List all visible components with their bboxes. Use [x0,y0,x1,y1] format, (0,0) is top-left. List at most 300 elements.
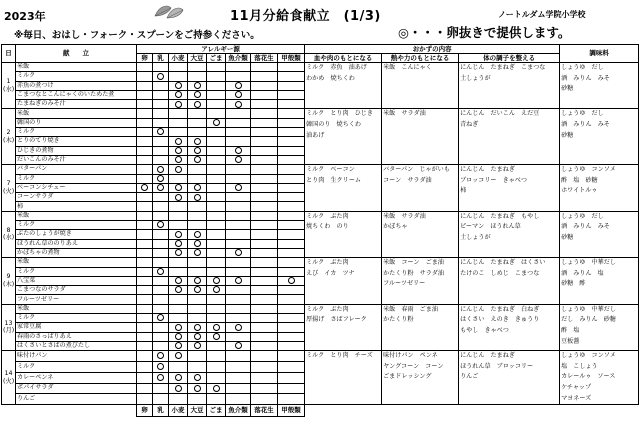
allergen-mark-7 [278,258,305,267]
body-line: にんじん たまねぎ [460,352,515,360]
allergen-mark-4 [207,81,226,90]
circle-mark-icon [235,184,242,191]
day-cell: 2 (木) [2,109,16,165]
allergen-mark-6 [251,81,278,90]
seasoning-line: 砂糖 酢 [561,280,586,288]
blood-line: ミルク とり肉 チーズ [306,352,373,360]
allergen-mark-5 [226,304,251,313]
allergen-mark-5 [226,100,251,109]
allergen-mark-1 [153,332,169,341]
ingredients-body [459,258,560,304]
allergen-mark-0 [137,230,153,239]
allergen-mark-1 [153,63,169,72]
allergen-mark-6 [251,258,278,267]
circle-mark-icon [175,277,182,284]
ingredients-blood [305,304,382,350]
circle-mark-icon [157,184,164,191]
allergen-mark-1 [153,174,169,183]
allergen-mark-5 [226,314,251,323]
ingredients-seasoning [560,304,639,350]
ingredients-seasoning [560,109,639,165]
allergen-mark-2 [169,258,188,267]
allergen-mark-5 [226,295,251,304]
blood-line: ミルク とり肉 ひじき [306,110,373,118]
allergen-mark-4 [207,332,226,341]
ingredients-energy [382,109,459,165]
allergen-mark-3 [188,351,207,362]
allergen-mark-0 [137,118,153,127]
allergen-mark-4 [207,230,226,239]
seasoning-line: 砂糖 [561,233,574,241]
allergen-header-6: 落花生 [251,54,278,63]
day-header: 日 [2,45,16,63]
allergen-mark-6 [251,286,278,295]
chopsticks-note: ※毎日、おはし・フォーク・スプーンをご持参ください。 [14,30,260,41]
ingredients-body [459,109,560,165]
circle-mark-icon [194,385,201,392]
allergen-mark-0 [137,276,153,285]
allergen-mark-5 [226,155,251,164]
seasoning-line: 酒 みりん みそ [561,74,610,82]
energy-line: かたくり粉 サラダ油 [383,269,444,277]
allergen-mark-6 [251,100,278,109]
dish-name: 赤魚の煮つけ [16,81,137,90]
ingredients-energy [382,63,459,109]
circle-mark-icon [235,249,242,256]
circle-mark-icon [175,333,182,340]
allergen-mark-3 [188,239,207,248]
allergen-mark-7 [278,341,305,350]
dish-name: ミルク [16,267,137,276]
allergen-mark-2 [169,323,188,332]
dish-name: ほうれん草ののりあえ [16,239,137,248]
allergen-mark-6 [251,361,278,372]
allergen-header-1: 乳 [153,54,169,63]
allergen-mark-6 [251,155,278,164]
allergen-mark-2 [169,183,188,192]
body-line: にんじん たまねぎ もやし [460,212,540,220]
allergen-mark-2 [169,137,188,146]
energy-line: かぼちゃ [383,223,408,231]
allergen-mark-1 [153,137,169,146]
allergen-mark-3 [188,63,207,72]
allergen-mark-7 [278,193,305,202]
allergen-mark-4 [207,211,226,220]
allergen-mark-4 [207,258,226,267]
allergen-mark-2 [169,361,188,372]
seasoning-line: マヨネーズ [561,394,592,402]
allergen-mark-6 [251,323,278,332]
circle-mark-icon [157,221,164,228]
allergen-mark-5 [226,183,251,192]
allergen-mark-1 [153,248,169,257]
allergen-mark-4 [207,193,226,202]
day-cell: 9 (木) [2,258,16,304]
allergen-mark-2 [169,128,188,137]
body-line: はくさい えのき きゅうり [460,316,540,324]
allergen-mark-1 [153,109,169,118]
allergen-mark-5 [226,361,251,372]
allergen-mark-3 [188,211,207,220]
allergen-mark-0 [137,211,153,220]
allergen-mark-7 [278,146,305,155]
dish-name: ベーコンシチュー [16,183,137,192]
school-name: ノートルダム学院小学校 [498,10,586,19]
menu-row [2,258,639,267]
allergen-mark-4 [207,100,226,109]
allergen-mark-2 [169,174,188,183]
allergen-mark-3 [188,304,207,313]
allergen-mark-6 [251,314,278,323]
dish-name: とりのてり焼き [16,137,137,146]
seasoning-line: 酢 塩 [561,326,580,334]
allergen-mark-0 [137,174,153,183]
dish-name: 家常豆腐 [16,323,137,332]
allergen-mark-4 [207,118,226,127]
allergen-mark-2 [169,146,188,155]
energy-line: かたくり粉 [383,316,414,324]
allergen-mark-7 [278,239,305,248]
allergen-footer-0: 卵 [137,405,153,417]
allergen-mark-7 [278,202,305,211]
dish-name: 柿 [16,202,137,211]
circle-mark-icon [235,277,242,284]
allergen-mark-7 [278,372,305,383]
allergen-mark-4 [207,286,226,295]
allergen-mark-4 [207,267,226,276]
allergen-mark-3 [188,341,207,350]
circle-mark-icon [194,82,201,89]
allergen-mark-4 [207,137,226,146]
dish-name: ぶたのしょうが焼き [16,230,137,239]
leaf-illustration-icon [153,2,185,22]
energy-line: 味付けパン ペンネ [383,352,438,360]
allergen-mark-2 [169,81,188,90]
circle-mark-icon [157,166,164,173]
allergen-mark-1 [153,72,169,81]
allergen-mark-6 [251,248,278,257]
allergen-mark-6 [251,372,278,383]
menu-table [1,44,639,417]
allergen-mark-4 [207,155,226,164]
allergen-mark-1 [153,372,169,383]
ingredients-body [459,304,560,350]
circle-mark-icon [175,138,182,145]
seasoning-line: カレールゥ ソース [561,373,616,381]
circle-mark-icon [175,231,182,238]
allergen-mark-6 [251,118,278,127]
dish-name: ひじきの煮物 [16,146,137,155]
circle-mark-icon [213,277,220,284]
allergen-header-5: 魚介類 [226,54,251,63]
circle-mark-icon [141,184,148,191]
dish-name: たまねぎのみそ汁 [16,100,137,109]
circle-mark-icon [175,324,182,331]
circle-mark-icon [194,277,201,284]
energy-line: コーン サラダ油 [383,176,432,184]
allergen-header-0: 卵 [137,54,153,63]
allergen-mark-7 [278,361,305,372]
circle-mark-icon [175,249,182,256]
allergen-mark-0 [137,351,153,362]
dish-name: ミルク [16,128,137,137]
allergen-mark-7 [278,286,305,295]
ingredients-body [459,351,560,405]
day-cell: 13 (月) [2,304,16,350]
allergen-header-2: 小麦 [169,54,188,63]
body-line: にんじん たまねぎ [460,166,515,174]
seasoning-line: 塩 こしょう [561,362,598,370]
blood-line: とり肉 生クリーム [306,176,361,184]
allergen-mark-1 [153,383,169,394]
seasoning-line: しょうゆ 中華だし [561,305,616,313]
allergen-mark-5 [226,90,251,99]
ingredients-energy [382,211,459,257]
allergen-mark-7 [278,81,305,90]
dish-name: こまつなとこんにゃくのいためた煮 [16,90,137,99]
allergen-mark-5 [226,276,251,285]
circle-mark-icon [175,286,182,293]
allergen-mark-3 [188,165,207,174]
allergen-mark-7 [278,351,305,362]
circle-mark-icon [213,324,220,331]
allergen-mark-7 [278,230,305,239]
allergen-mark-7 [278,314,305,323]
allergen-mark-6 [251,351,278,362]
circle-mark-icon [288,277,295,284]
allergen-mark-3 [188,286,207,295]
body-line: ほうれん草 ブロッコリー [460,362,534,370]
dish-name: ミルク [16,174,137,183]
dish-name: 米飯 [16,109,137,118]
energy-line: ヤングコーン コーン [383,362,444,370]
allergen-mark-2 [169,267,188,276]
blood-line: ミルク ぶた肉 [306,212,349,220]
allergen-mark-0 [137,361,153,372]
allergen-footer-3: 大豆 [188,405,207,417]
allergen-mark-1 [153,361,169,372]
allergen-mark-1 [153,394,169,405]
allergen-mark-6 [251,193,278,202]
allergen-mark-0 [137,239,153,248]
allergen-mark-6 [251,221,278,230]
allergen-footer-7: 甲殻類 [278,405,305,417]
allergen-mark-7 [278,295,305,304]
allergen-mark-6 [251,383,278,394]
allergen-mark-5 [226,383,251,394]
year-label: 2023年 [4,10,46,23]
body-line: にんじん だいこん えだ豆 [460,110,540,118]
circle-mark-icon [175,91,182,98]
seasoning-line: ホワイトルゥ [561,187,598,195]
allergen-mark-4 [207,109,226,118]
seasoning-line: ケチャップ [561,383,592,391]
dish-name: バターパン [16,165,137,174]
blood-line: 厚揚げ さばフレーク [306,316,367,324]
allergen-mark-1 [153,341,169,350]
allergen-mark-2 [169,155,188,164]
allergen-mark-4 [207,341,226,350]
dish-name: コーンサラダ [16,193,137,202]
seasoning-line: 砂糖 [561,131,574,139]
ingredients-body [459,63,560,109]
circle-mark-icon [175,194,182,201]
body-line: 土しょうが [460,74,491,82]
day-cell: 14 (火) [2,351,16,405]
allergen-mark-7 [278,155,305,164]
allergen-mark-4 [207,372,226,383]
allergen-mark-3 [188,100,207,109]
allergen-mark-1 [153,118,169,127]
allergen-mark-6 [251,72,278,81]
allergen-mark-4 [207,248,226,257]
body-line: にんじん たまねぎ はくさい [460,259,546,267]
ingredients-seasoning [560,258,639,304]
circle-mark-icon [194,156,201,163]
allergen-mark-2 [169,90,188,99]
allergen-mark-5 [226,248,251,257]
allergen-mark-0 [137,109,153,118]
energy-line: 米飯 こんにゃく [383,64,432,71]
allergen-mark-4 [207,295,226,304]
allergen-mark-4 [207,351,226,362]
seasoning-line: 酒 みりん みそ [561,121,610,129]
circle-mark-icon [194,333,201,340]
ingredients-blood [305,211,382,257]
allergen-mark-6 [251,174,278,183]
allergen-mark-7 [278,174,305,183]
allergen-mark-0 [137,183,153,192]
body-line: たけのこ しめじ こまつな [460,269,540,277]
allergen-mark-0 [137,286,153,295]
circle-mark-icon [235,342,242,349]
allergen-mark-5 [226,332,251,341]
allergen-mark-0 [137,341,153,350]
dish-name: ポパイサラダ [16,383,137,394]
allergen-mark-5 [226,109,251,118]
allergen-mark-2 [169,230,188,239]
energy-line: 米飯 サラダ油 [383,212,426,220]
ingredients-blood [305,351,382,405]
circle-mark-icon [175,82,182,89]
circle-mark-icon [235,324,242,331]
allergen-footer-2: 小麦 [169,405,188,417]
allergen-mark-5 [226,81,251,90]
ingredients-energy [382,258,459,304]
energy-line: 米飯 コーン ごま油 [383,259,444,267]
circle-mark-icon [213,119,220,126]
allergen-mark-5 [226,394,251,405]
allergen-mark-3 [188,109,207,118]
allergen-footer-6: 落花生 [251,405,278,417]
dish-name: カレーペンネ [16,372,137,383]
allergen-mark-4 [207,72,226,81]
menu-row [2,211,639,220]
dish-name: ミルク [16,314,137,323]
allergen-mark-0 [137,128,153,137]
day-cell: 7 (火) [2,165,16,211]
allergen-mark-3 [188,183,207,192]
page-title: 11月分給食献立 (1/3) [230,9,381,24]
energy-line: バターパン じゃがいも [383,166,450,174]
allergen-mark-1 [153,304,169,313]
allergen-mark-2 [169,351,188,362]
allergen-mark-1 [153,258,169,267]
allergen-mark-0 [137,146,153,155]
allergen-mark-5 [226,128,251,137]
allergen-mark-6 [251,267,278,276]
body-line: 土しょうが [460,233,491,241]
allergen-mark-4 [207,394,226,405]
circle-mark-icon [194,147,201,154]
allergen-mark-0 [137,258,153,267]
allergen-mark-0 [137,81,153,90]
seasoning-line: しょうゆ だし [561,64,604,71]
allergen-mark-3 [188,295,207,304]
allergen-mark-0 [137,314,153,323]
allergen-mark-3 [188,383,207,394]
dish-name: 米飯 [16,211,137,220]
allergen-mark-1 [153,81,169,90]
ingredients-blood [305,165,382,211]
seasoning-line: しょうゆ コンソメ [561,166,616,174]
allergen-mark-3 [188,332,207,341]
allergen-mark-1 [153,211,169,220]
allergen-mark-3 [188,193,207,202]
allergen-mark-6 [251,63,278,72]
allergen-mark-2 [169,332,188,341]
ingredients-blood [305,109,382,165]
allergen-mark-4 [207,221,226,230]
ingredients-energy-header: 熱や力のもとになる [382,54,459,63]
body-line: りんご [460,373,479,381]
allergen-mark-6 [251,183,278,192]
allergen-mark-0 [137,100,153,109]
allergen-mark-5 [226,63,251,72]
dish-name: りんご [16,394,137,405]
egg-free-legend: ◎・・・卵抜きで提供します。 [398,25,571,40]
blood-line: ミルク 赤魚 油あげ [306,64,367,71]
circle-mark-icon [194,194,201,201]
allergen-mark-1 [153,128,169,137]
blood-line: わかめ 焼ちくわ [306,74,355,82]
allergen-mark-2 [169,63,188,72]
allergen-mark-3 [188,146,207,155]
allergen-mark-6 [251,211,278,220]
circle-mark-icon [157,374,164,381]
dish-name: だいこんのみそ汁 [16,155,137,164]
allergen-mark-3 [188,155,207,164]
allergen-mark-2 [169,304,188,313]
allergen-mark-4 [207,165,226,174]
circle-mark-icon [194,101,201,108]
allergen-mark-0 [137,165,153,174]
allergen-mark-1 [153,90,169,99]
footer-spacer [2,405,137,417]
body-line: にんじん たまねぎ こまつな [460,64,546,71]
blood-line: ミルク ぶた肉 [306,259,349,267]
ingredients-group-header: おかずの内容 [305,45,560,54]
energy-line: 米飯 サラダ油 [383,110,426,118]
allergen-mark-3 [188,174,207,183]
allergen-mark-0 [137,137,153,146]
dish-name: 韓国のり [16,118,137,127]
dish-name: 味付けパン [16,351,137,362]
allergen-mark-7 [278,276,305,285]
dish-name: はくさいとさばの煮びたし [16,341,137,350]
allergen-mark-5 [226,72,251,81]
dish-name: 米飯 [16,63,137,72]
